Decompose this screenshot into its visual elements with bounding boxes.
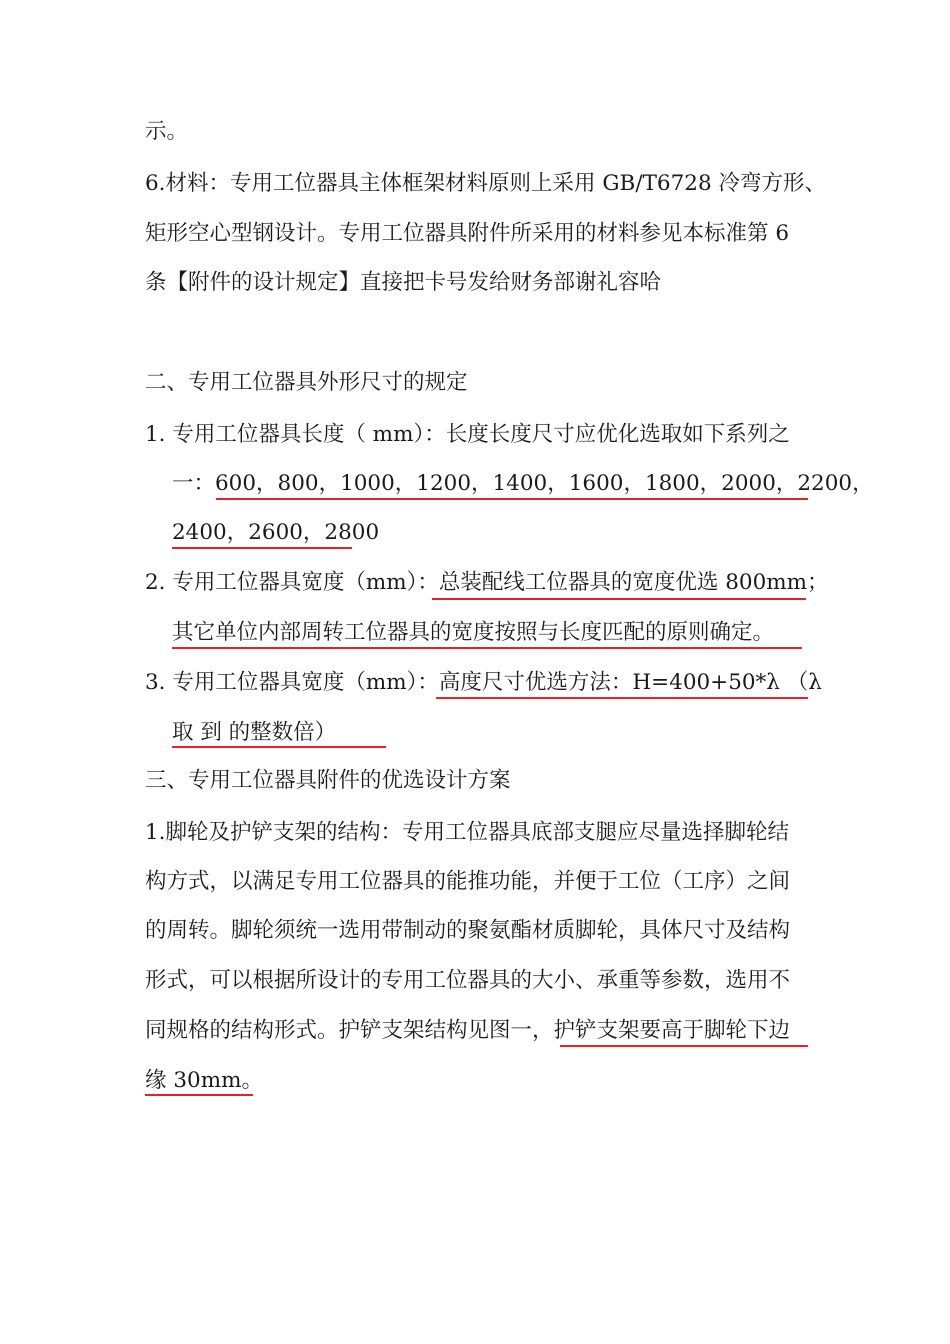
list-item-2-line-2: 其它单位内部周转工位器具的宽度按照与长度匹配的原则确定。: [172, 620, 775, 645]
list-item-2-line-1: 2. 专用工位器具宽度（mm）：总装配线工位器具的宽度优选 800mm；: [145, 570, 829, 595]
text-line-section3-2: 构方式，以满足专用工位器具的能推功能，并便于工位（工序）之间: [145, 869, 791, 894]
text-line-2: 6.材料：专用工位器具主体框架材料原则上采用 GB/T6728 冷弯方形、: [145, 171, 826, 196]
red-underline-mark: [172, 746, 386, 748]
list-item-1-line-2: 一：600，800，1000，1200，1400，1600，1800，2000，2200，: [172, 471, 874, 496]
list-item-3-line-2: 取 到 的整数倍）: [172, 720, 337, 745]
text-line-section3-6: 缘 30mm。: [145, 1068, 263, 1093]
red-underline-mark: [172, 547, 352, 549]
section-heading-3: 三、专用工位器具附件的优选设计方案: [145, 768, 511, 793]
red-underline-mark: [436, 697, 808, 699]
text-line-3: 矩形空心型钢设计。专用工位器具附件所采用的材料参见本标准第 6: [145, 221, 790, 246]
list-item-1-line-3: 2400，2600，2800: [172, 520, 380, 545]
text-line-section3-1: 1.脚轮及护铲支架的结构：专用工位器具底部支腿应尽量选择脚轮结: [145, 820, 790, 845]
red-underline-mark: [145, 1094, 253, 1096]
red-underline-mark: [432, 598, 806, 600]
red-underline-mark: [216, 498, 808, 500]
red-underline-mark: [172, 647, 802, 649]
text-line-section3-3: 的周转。脚轮须统一选用带制动的聚氨酯材质脚轮，具体尺寸及结构: [145, 918, 791, 943]
text-line-1: 示。: [145, 119, 189, 144]
text-line-section3-4: 形式，可以根据所设计的专用工位器具的大小、承重等参数，选用不: [145, 968, 791, 993]
list-item-3-line-1: 3. 专用工位器具宽度（mm）：高度尺寸优选方法：H=400+50*λ （λ: [145, 670, 822, 695]
section-heading-2: 二、专用工位器具外形尺寸的规定: [145, 370, 468, 395]
red-underline-mark: [560, 1045, 808, 1047]
text-line-section3-5: 同规格的结构形式。护铲支架结构见图一，护铲支架要高于脚轮下边: [145, 1018, 791, 1043]
list-item-1-line-1: 1. 专用工位器具长度（ mm）：长度长度尺寸应优化选取如下系列之: [145, 422, 790, 447]
text-line-4: 条【附件的设计规定】直接把卡号发给财务部谢礼容哈: [145, 270, 662, 295]
